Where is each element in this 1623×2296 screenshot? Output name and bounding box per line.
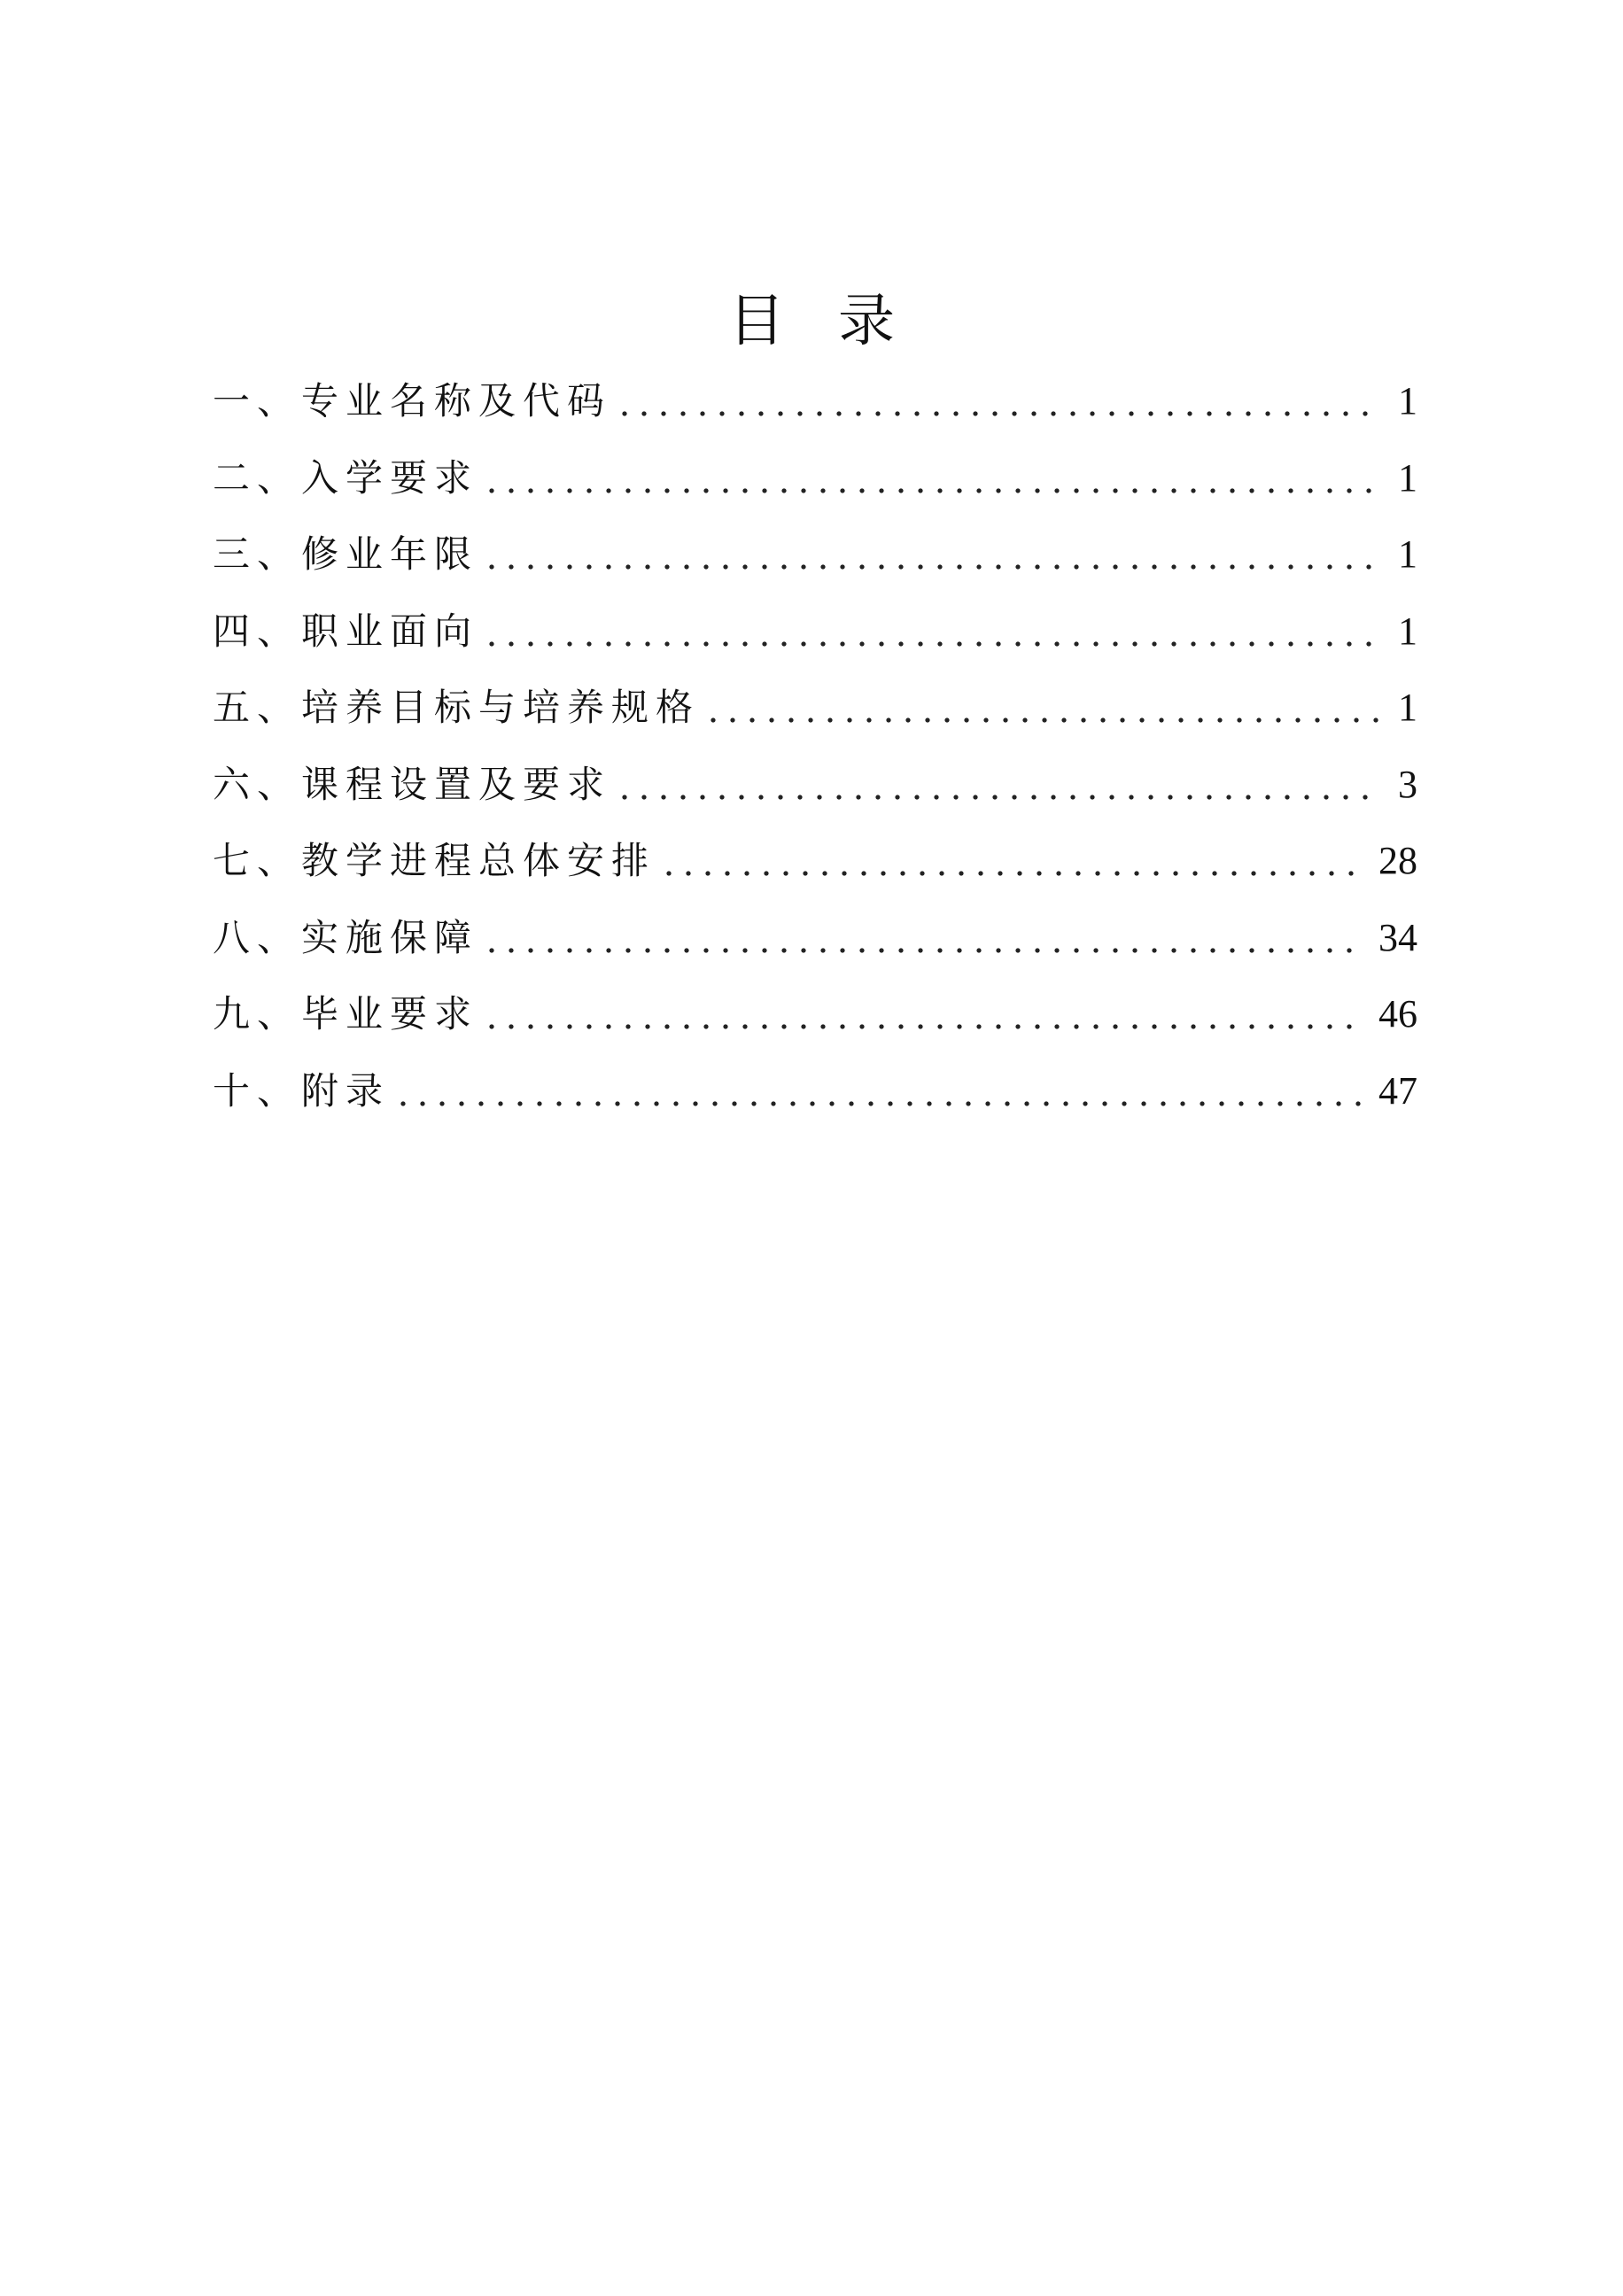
toc-dot-leader [482, 919, 1366, 957]
toc-entry[interactable] [213, 516, 1417, 593]
toc-title: 目录 [728, 289, 948, 354]
toc-page-number: 1 [1398, 379, 1417, 423]
toc-entry-label: 四、职业面向 [213, 609, 479, 653]
toc-entry[interactable] [213, 440, 1417, 517]
toc-dot-leader [393, 1073, 1366, 1110]
toc-entry[interactable] [213, 976, 1417, 1053]
table-of-contents [213, 363, 1417, 1129]
toc-entry-label: 五、培养目标与培养规格 [213, 686, 701, 729]
toc-entry[interactable] [213, 747, 1417, 824]
toc-dot-leader [659, 842, 1366, 880]
toc-entry-label: 九、毕业要求 [213, 992, 479, 1036]
toc-page-number: 3 [1398, 762, 1417, 806]
toc-entry-label: 六、课程设置及要求 [213, 762, 612, 806]
toc-page-number: 1 [1398, 532, 1417, 576]
toc-entry[interactable] [213, 900, 1417, 977]
toc-page-number: 1 [1398, 686, 1417, 729]
toc-entry-label: 一、专业名称及代码 [213, 379, 612, 423]
toc-entry[interactable] [213, 593, 1417, 671]
toc-entry[interactable] [213, 363, 1417, 440]
toc-entry-label: 二、入学要求 [213, 455, 479, 500]
toc-page-number: 46 [1378, 992, 1417, 1036]
toc-entry[interactable] [213, 823, 1417, 900]
toc-dot-leader [482, 460, 1382, 497]
toc-page-number: 34 [1378, 915, 1417, 959]
toc-dot-leader [615, 383, 1382, 420]
toc-entry[interactable] [213, 1053, 1417, 1130]
toc-dot-leader [615, 766, 1382, 803]
toc-entry-label: 三、修业年限 [213, 532, 479, 576]
toc-entry-label: 八、实施保障 [213, 915, 479, 959]
toc-page-number: 1 [1398, 455, 1417, 500]
toc-dot-leader [482, 536, 1382, 573]
toc-entry-label: 十、附录 [213, 1068, 391, 1113]
toc-dot-leader [482, 996, 1366, 1033]
toc-entry[interactable] [213, 670, 1417, 747]
toc-dot-leader [482, 613, 1382, 650]
toc-dot-leader [703, 689, 1382, 726]
toc-page-number: 47 [1378, 1068, 1417, 1113]
toc-entry-label: 七、教学进程总体安排 [213, 839, 656, 882]
toc-page-number: 1 [1398, 609, 1417, 653]
toc-page-number: 28 [1378, 839, 1417, 882]
